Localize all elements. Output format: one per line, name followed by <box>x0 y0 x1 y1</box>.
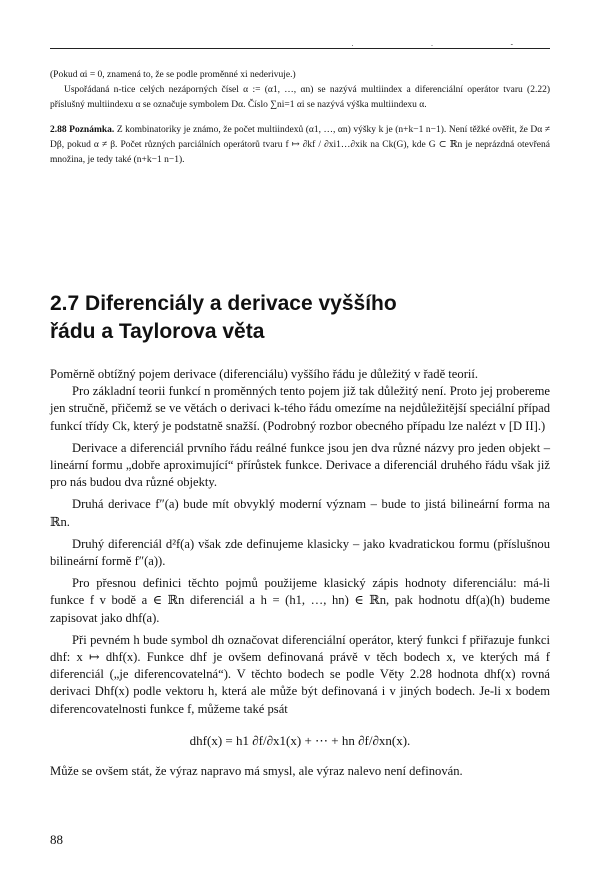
display-formula: dhf(x) = h1 ∂f/∂x1(x) + ⋯ + hn ∂f/∂xn(x). <box>189 732 411 748</box>
body-paragraph-2: Pro základní teorii funkcí n proměnných tento pojem již tak důležitý není. Proto jej probereme jen stručně, přičemž se ve větách o derivaci k-tého řádu omezíme na nejdůležitější speciální případ funkcí třídy Ck, který je podstatně snažší. (Podrobný rozbor obecného případu lze nalézt v [D II].) <box>50 384 550 433</box>
header-rule <box>50 48 550 49</box>
section-title-line-2: řádu a Taylorova věta <box>50 320 265 343</box>
body-paragraph-1: Poměrně obtížný pojem derivace (diferenciálu) vyššího řádu je důležitý v řadě teorií. <box>50 367 479 381</box>
small-print-block <box>50 68 550 168</box>
body-paragraph-5: Druhý diferenciál d²f(a) však zde definujeme klasicky – jako kvadratickou formu (příslušnou bilineární formě f″(a)). <box>50 536 550 569</box>
small-paragraph-2: Uspořádaná n-tice celých nezáporných čísel α := (α1, …, αn) se nazývá multiindex a diferenciální operátor tvaru (2.22) příslušný multiindexu α se označuje symbolem Dα. Číslo ∑ni=1 αi se nazývá výška multiindexu α. <box>50 85 550 110</box>
body-paragraph-7: Při pevném h bude symbol dh označovat diferenciální operátor, který funkci f přiřazuje funkci dhf: x ↦ dhf(x). Funkce dhf je ovšem definovaná právě v těch bodech x, ve kterých má f diferenciál („je diferencovatelná“). V těchto bodech se podle Věty 2.28 hodnota dhf(x) rovná derivaci Dhf(x) podle vektoru h, která ale může být definovaná i v jiných bodech. Je-li x bodem diferencovatelnosti funkce f, můžeme také psát <box>50 632 550 716</box>
remark-label: 2.88 Poznámka. <box>50 125 115 135</box>
header-marks: . . - <box>351 40 551 48</box>
body-text <box>50 366 550 780</box>
remark-text: Z kombinatoriky je známo, že počet multiindexů (α1, …, αn) výšky k je (n+k−1 n−1). Není těžké ověřit, že Dα ≠ Dβ, pokud α ≠ β. Počet různých parciálních operátorů tvaru f ↦ ∂kf / ∂xi1…∂xik na Ck(G), kde G ⊂ ℝn je neprázdná otevřená množina, je tedy také (n+k−1 n−1). <box>50 125 550 165</box>
body-paragraph-3: Derivace a diferenciál prvního řádu reálné funkce jsou jen dva různé názvy pro jeden objekt – lineární formu „dobře aproximující“ přírůstek funkce. Derivace a diferenciál druhého řádu však již pro nás budou dva různé objekty. <box>50 440 550 490</box>
body-paragraph-6: Pro přesnou definici těchto pojmů použijeme klasický zápis hodnoty diferenciálu: má-li funkce f v bodě a ∈ ℝn diferenciál a h = (h1, …, hn) ∈ ℝn, pak hodnotu df(a)(h) budeme zapisovat jako dhf(a). <box>50 576 550 625</box>
page-number: 88 <box>50 832 63 847</box>
small-paragraph-1: (Pokud αi = 0, znamená to, že se podle proměnné xi nederivuje.) <box>50 70 296 80</box>
body-paragraph-8: Může se ovšem stát, že výraz napravo má smysl, ale výraz nalevo není definován. <box>50 764 463 779</box>
body-paragraph-4: Druhá derivace f″(a) bude mít obvyklý moderní význam – bude to jistá bilineární forma na ℝn. <box>50 497 550 529</box>
section-heading <box>50 290 550 346</box>
remark-2-88 <box>50 123 550 168</box>
section-title-line-1: 2.7 Diferenciály a derivace vyššího <box>50 292 397 315</box>
